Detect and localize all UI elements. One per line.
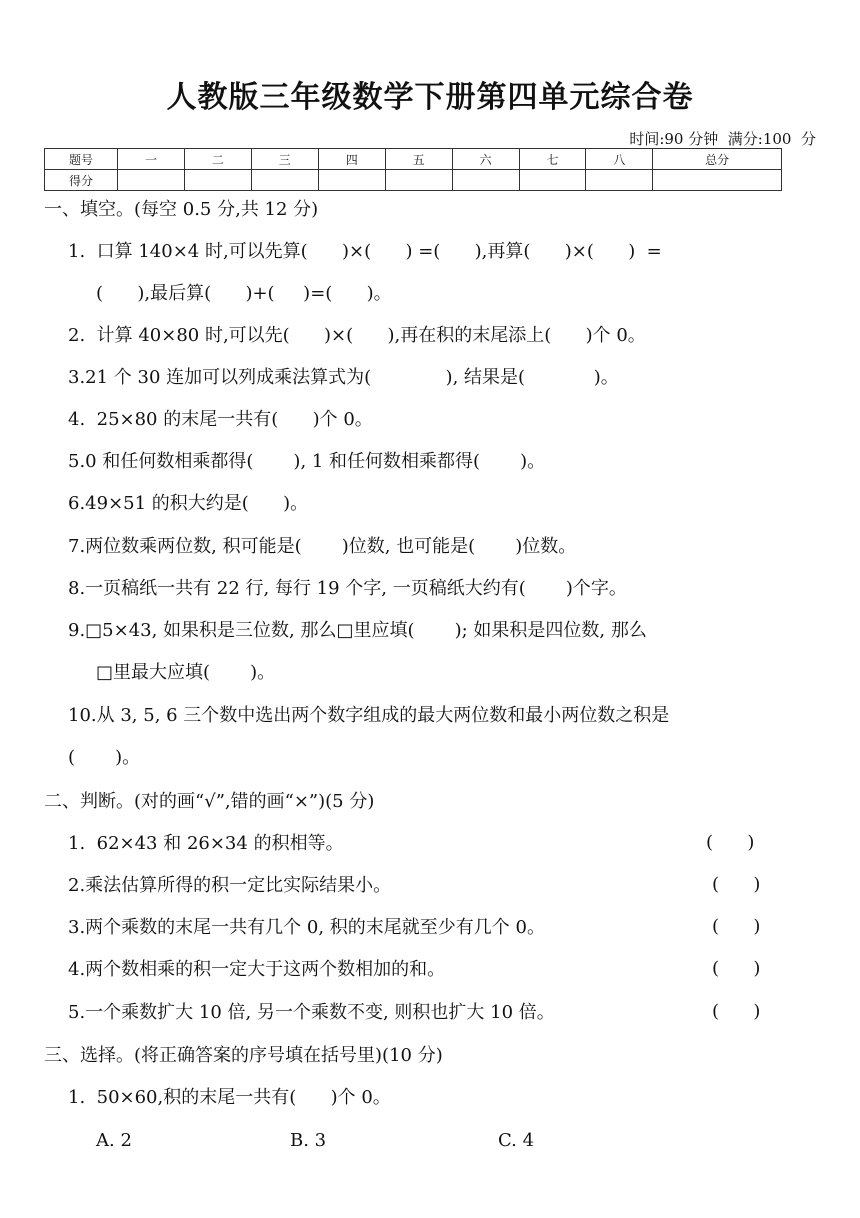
answer-paren[interactable]: ( ): [712, 874, 761, 895]
page-title: 人教版三年级数学下册第四单元综合卷: [166, 80, 694, 115]
score-table: [44, 148, 782, 191]
question-9-line-2: □里最大应填( )。: [96, 662, 276, 683]
answer-paren[interactable]: ( ): [712, 1001, 761, 1022]
score-blank[interactable]: [519, 170, 586, 191]
score-cell: 七: [519, 149, 586, 170]
question-1-line-2: ( ),最后算( )+( )=( )。: [96, 283, 392, 304]
option-c[interactable]: C. 4: [498, 1130, 535, 1151]
score-blank[interactable]: [385, 170, 452, 191]
score-row-label: 得分: [45, 170, 118, 191]
answer-paren[interactable]: ( ): [706, 832, 755, 853]
question-7: 7.两位数乘两位数, 积可能是( )位数, 也可能是( )位数。: [68, 536, 577, 557]
section3-heading: 三、选择。(将正确答案的序号填在括号里)(10 分): [44, 1045, 443, 1066]
score-cell: 六: [452, 149, 519, 170]
score-table-header-row: [45, 149, 782, 170]
section2-heading: 二、判断。(对的画“√”,错的画“×”)(5 分): [44, 791, 375, 812]
answer-paren[interactable]: ( ): [712, 958, 761, 979]
score-cell: 总分: [653, 149, 782, 170]
option-a[interactable]: A. 2: [96, 1130, 132, 1151]
question-5: 5.0 和任何数相乘都得( ), 1 和任何数相乘都得( )。: [68, 451, 546, 472]
score-blank[interactable]: [452, 170, 519, 191]
question-4: 4. 25×80 的末尾一共有( )个 0。: [68, 409, 373, 430]
time-score-info: 时间:90 分钟 满分:100 分: [629, 130, 816, 148]
score-table-score-row: [45, 170, 782, 191]
score-blank[interactable]: [318, 170, 385, 191]
option-b[interactable]: B. 3: [290, 1130, 327, 1151]
score-cell: 五: [385, 149, 452, 170]
score-blank[interactable]: [251, 170, 318, 191]
question-8: 8.一页稿纸一共有 22 行, 每行 19 个字, 一页稿纸大约有( )个字。: [68, 578, 627, 599]
score-cell: 二: [184, 149, 251, 170]
question-1-line-1: 1. 口算 140×4 时,可以先算( )×( ) =( ),再算( )×( ) =: [68, 241, 662, 262]
score-blank[interactable]: [184, 170, 251, 191]
judge-item-3: 3.两个乘数的末尾一共有几个 0, 积的末尾就至少有几个 0。: [68, 917, 545, 938]
answer-paren[interactable]: ( ): [712, 916, 761, 937]
section1-heading: 一、填空。(每空 0.5 分,共 12 分): [44, 199, 319, 220]
judge-item-2: 2.乘法估算所得的积一定比实际结果小。: [68, 875, 392, 896]
judge-item-5: 5.一个乘数扩大 10 倍, 另一个乘数不变, 则积也扩大 10 倍。: [68, 1002, 555, 1023]
question-10-line-1: 10.从 3, 5, 6 三个数中选出两个数字组成的最大两位数和最小两位数之积是: [68, 705, 670, 726]
score-cell: 题号: [45, 149, 118, 170]
question-2: 2. 计算 40×80 时,可以先( )×( ),再在积的末尾添上( )个 0。: [68, 325, 646, 346]
score-blank[interactable]: [653, 170, 782, 191]
score-cell: 四: [318, 149, 385, 170]
score-cell: 八: [586, 149, 653, 170]
score-blank[interactable]: [586, 170, 653, 191]
question-6: 6.49×51 的积大约是( )。: [68, 493, 309, 514]
score-cell: 一: [118, 149, 185, 170]
question-10-line-2: ( )。: [68, 747, 141, 768]
choice-question-1: 1. 50×60,积的末尾一共有( )个 0。: [68, 1087, 391, 1108]
judge-item-1: 1. 62×43 和 26×34 的积相等。: [68, 833, 344, 854]
score-cell: 三: [251, 149, 318, 170]
score-blank[interactable]: [118, 170, 185, 191]
judge-item-4: 4.两个数相乘的积一定大于这两个数相加的和。: [68, 959, 446, 980]
question-9-line-1: 9.□5×43, 如果积是三位数, 那么□里应填( ); 如果积是四位数, 那么: [68, 620, 647, 641]
question-3: 3.21 个 30 连加可以列成乘法算式为( ), 结果是( )。: [68, 367, 619, 388]
